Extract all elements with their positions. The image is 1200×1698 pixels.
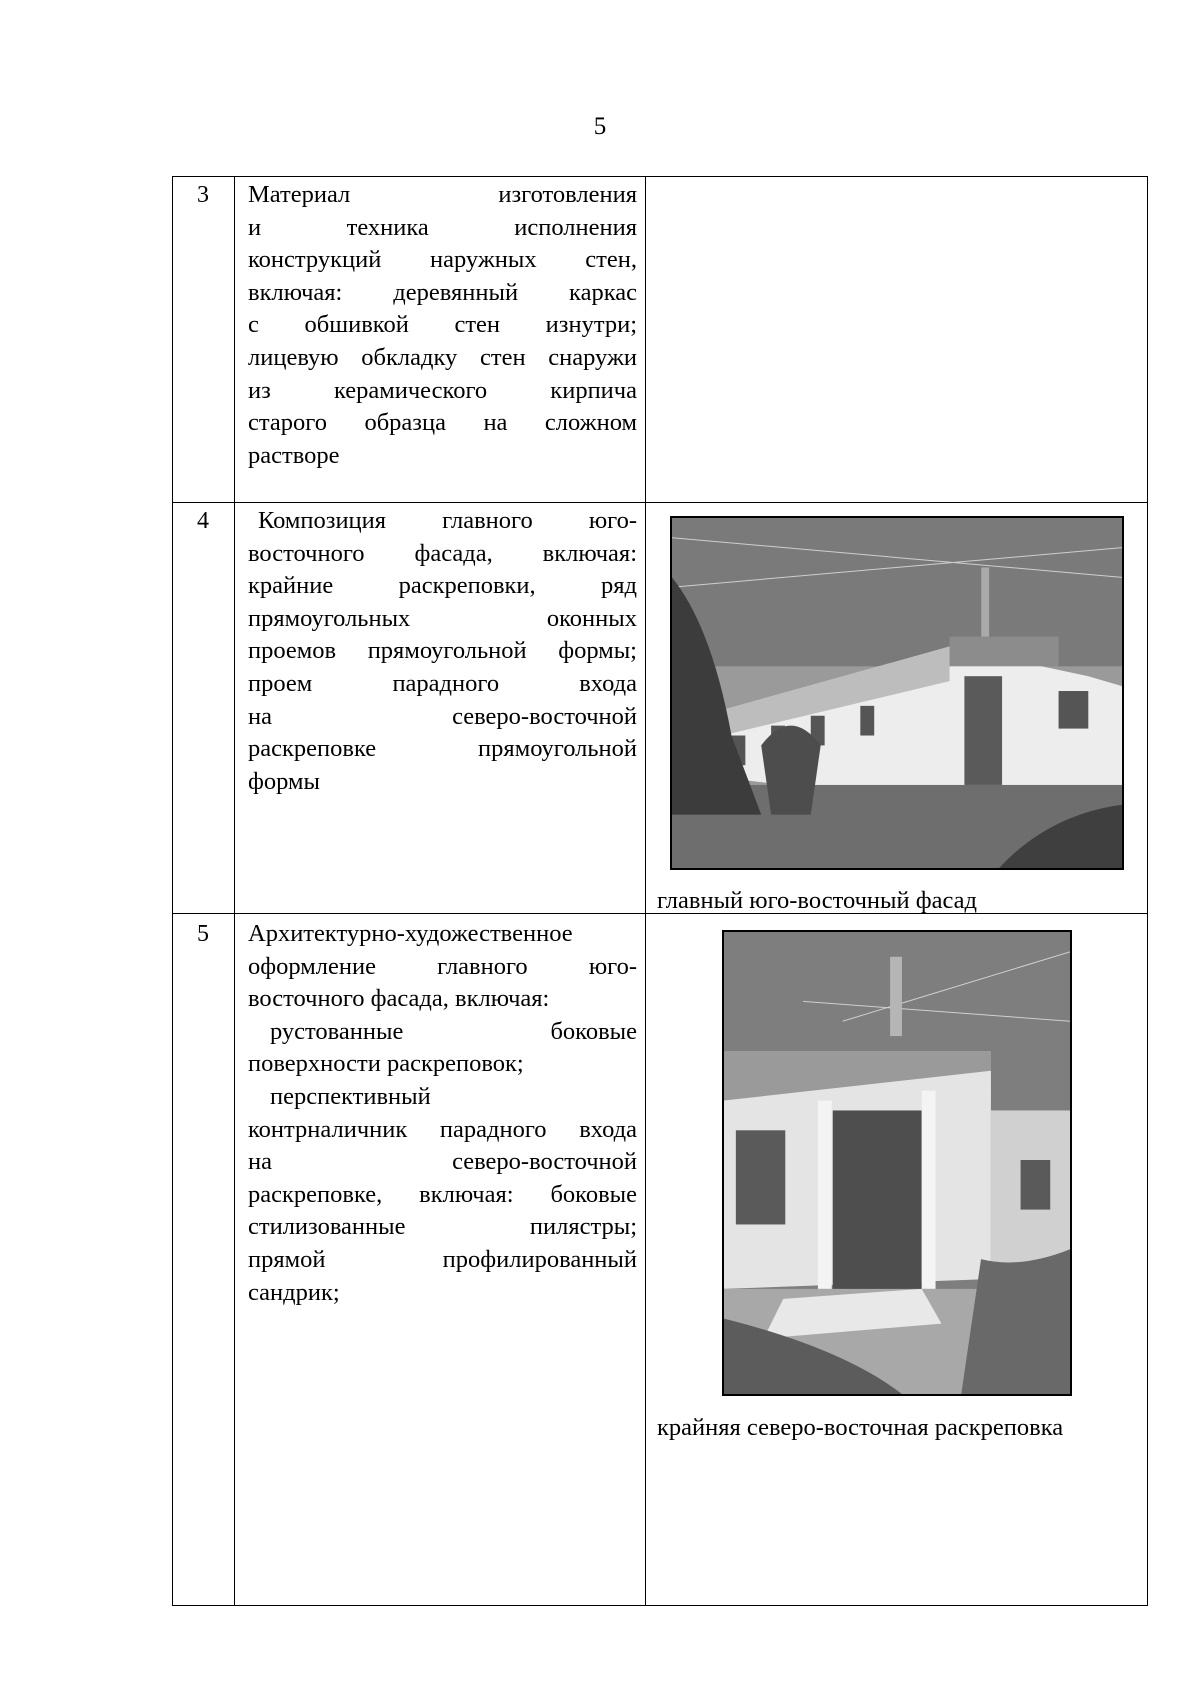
description-line: контрналичник парадного входа xyxy=(248,1115,637,1143)
description-line: крайние раскреповки, ряд xyxy=(248,572,637,600)
row-description xyxy=(248,179,637,472)
description-line: на северо-восточной xyxy=(248,1148,637,1176)
description-line: включая: деревянный каркас xyxy=(248,278,637,306)
description-line: и техника исполнения xyxy=(248,213,637,241)
row-divider xyxy=(172,502,1148,503)
row-number: 3 xyxy=(197,182,209,208)
table-border-top xyxy=(172,176,1148,177)
description-line: Материал изготовления xyxy=(248,181,637,208)
column-divider xyxy=(234,176,235,1606)
description-line: проем парадного входа xyxy=(248,669,637,697)
row-number: 5 xyxy=(197,921,209,947)
table-border-bottom xyxy=(172,1605,1148,1606)
description-line: рустованные боковые xyxy=(270,1017,637,1045)
facade-photo-icon xyxy=(672,518,1122,868)
photo-caption: главный юго-восточный фасад xyxy=(657,887,977,914)
description-line: конструкций наружных стен, xyxy=(248,246,637,274)
column-divider xyxy=(645,176,646,1606)
description-line: прямой профилированный xyxy=(248,1245,637,1273)
photo-caption: крайняя северо-восточная раскреповка xyxy=(657,1414,1064,1441)
description-line: Композиция главного юго- xyxy=(258,507,637,534)
description-line: раскреповке прямоугольной xyxy=(248,735,637,763)
page-number: 5 xyxy=(593,113,607,140)
description-line: с обшивкой стен изнутри; xyxy=(248,311,637,339)
description-line: прямоугольных оконных xyxy=(248,604,637,632)
row-description xyxy=(248,918,637,1309)
table-border-right xyxy=(1147,176,1148,1606)
description-line: старого образца на сложном xyxy=(248,409,637,437)
table-border-left xyxy=(172,176,173,1606)
description-line: перспективный xyxy=(270,1082,431,1110)
projection-photo-icon xyxy=(724,932,1070,1394)
description-line: восточного фасада, включая: xyxy=(248,539,637,567)
description-line: Архитектурно-художественное xyxy=(248,920,573,947)
description-line: лицевую обкладку стен снаружи xyxy=(248,343,637,371)
description-line: поверхности раскреповок; xyxy=(248,1050,524,1078)
row-description xyxy=(248,505,637,798)
description-line: формы xyxy=(248,767,320,795)
description-line: растворе xyxy=(248,441,340,469)
row-number: 4 xyxy=(197,508,209,534)
description-line: на северо-восточной xyxy=(248,702,637,730)
description-line: из керамического кирпича xyxy=(248,376,637,404)
description-line: сандрик; xyxy=(248,1278,340,1306)
description-line: раскреповке, включая: боковые xyxy=(248,1180,637,1208)
description-line: проемов прямоугольной формы; xyxy=(248,637,637,665)
description-line: стилизованные пилястры; xyxy=(248,1213,637,1241)
projection-photo xyxy=(722,930,1072,1396)
description-line: восточного фасада, включая: xyxy=(248,985,550,1013)
facade-photo xyxy=(670,516,1124,870)
description-line: оформление главного юго- xyxy=(248,952,637,980)
